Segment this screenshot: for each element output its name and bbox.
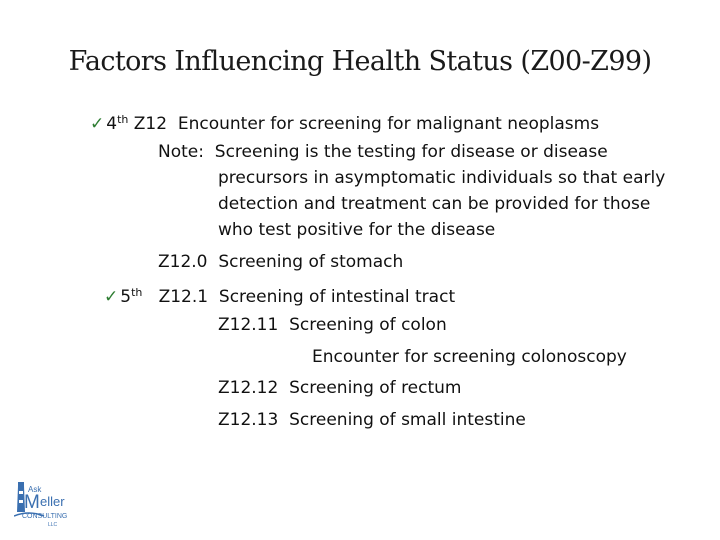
logo-text-consulting: CONSULTING	[22, 513, 68, 520]
ordinal-5-suffix: th	[131, 286, 143, 299]
z12-11-line	[218, 314, 447, 336]
logo-text-m: M	[24, 492, 40, 513]
note-text-1: Screening is the testing for disease or disease	[214, 142, 608, 162]
desc-z12-1: Screening of intestinal tract	[218, 287, 456, 307]
level-4th-line	[90, 109, 599, 135]
note-line-1	[158, 141, 608, 163]
ordinal-4-suffix: th	[117, 113, 129, 126]
code-z12-1: Z12.1	[158, 287, 209, 307]
logo-text-llc: LLC	[48, 522, 58, 528]
level-5th-line	[104, 282, 455, 308]
code-z12-11: Z12.11	[218, 315, 279, 335]
check-icon: ✓	[90, 114, 105, 134]
logo-text-ask: Ask	[28, 485, 42, 494]
slide-title: Factors Influencing Health Status (Z00-Z99)	[68, 46, 652, 77]
note-label: Note:	[158, 142, 204, 162]
z12-0-line	[158, 251, 403, 273]
z12-12-line	[218, 377, 462, 399]
desc-z12: Encounter for screening for malignant neoplasms	[177, 114, 600, 134]
check-icon: ✓	[104, 287, 119, 307]
company-logo	[14, 476, 74, 532]
ordinal-5: 5	[120, 287, 132, 307]
z12-11-inclusion: Encounter for screening colonoscopy	[312, 347, 627, 367]
logo-text-eller: eller	[40, 494, 65, 509]
desc-z12-11: Screening of colon	[289, 315, 447, 335]
note-text-3: detection and treatment can be provided for those	[218, 194, 651, 214]
note-text-4: who test positive for the disease	[218, 220, 496, 240]
ordinal-4: 4	[106, 114, 118, 134]
code-z12-0: Z12.0	[158, 252, 208, 272]
desc-z12-0: Screening of stomach	[218, 252, 404, 272]
z12-13-line	[218, 409, 526, 431]
code-z12: Z12	[133, 114, 168, 134]
code-z12-12: Z12.12	[218, 378, 279, 398]
note-text-2: precursors in asymptomatic individuals so that early	[218, 168, 666, 188]
desc-z12-13: Screening of small intestine	[289, 410, 526, 430]
desc-z12-12: Screening of rectum	[289, 378, 462, 398]
code-z12-13: Z12.13	[218, 410, 279, 430]
